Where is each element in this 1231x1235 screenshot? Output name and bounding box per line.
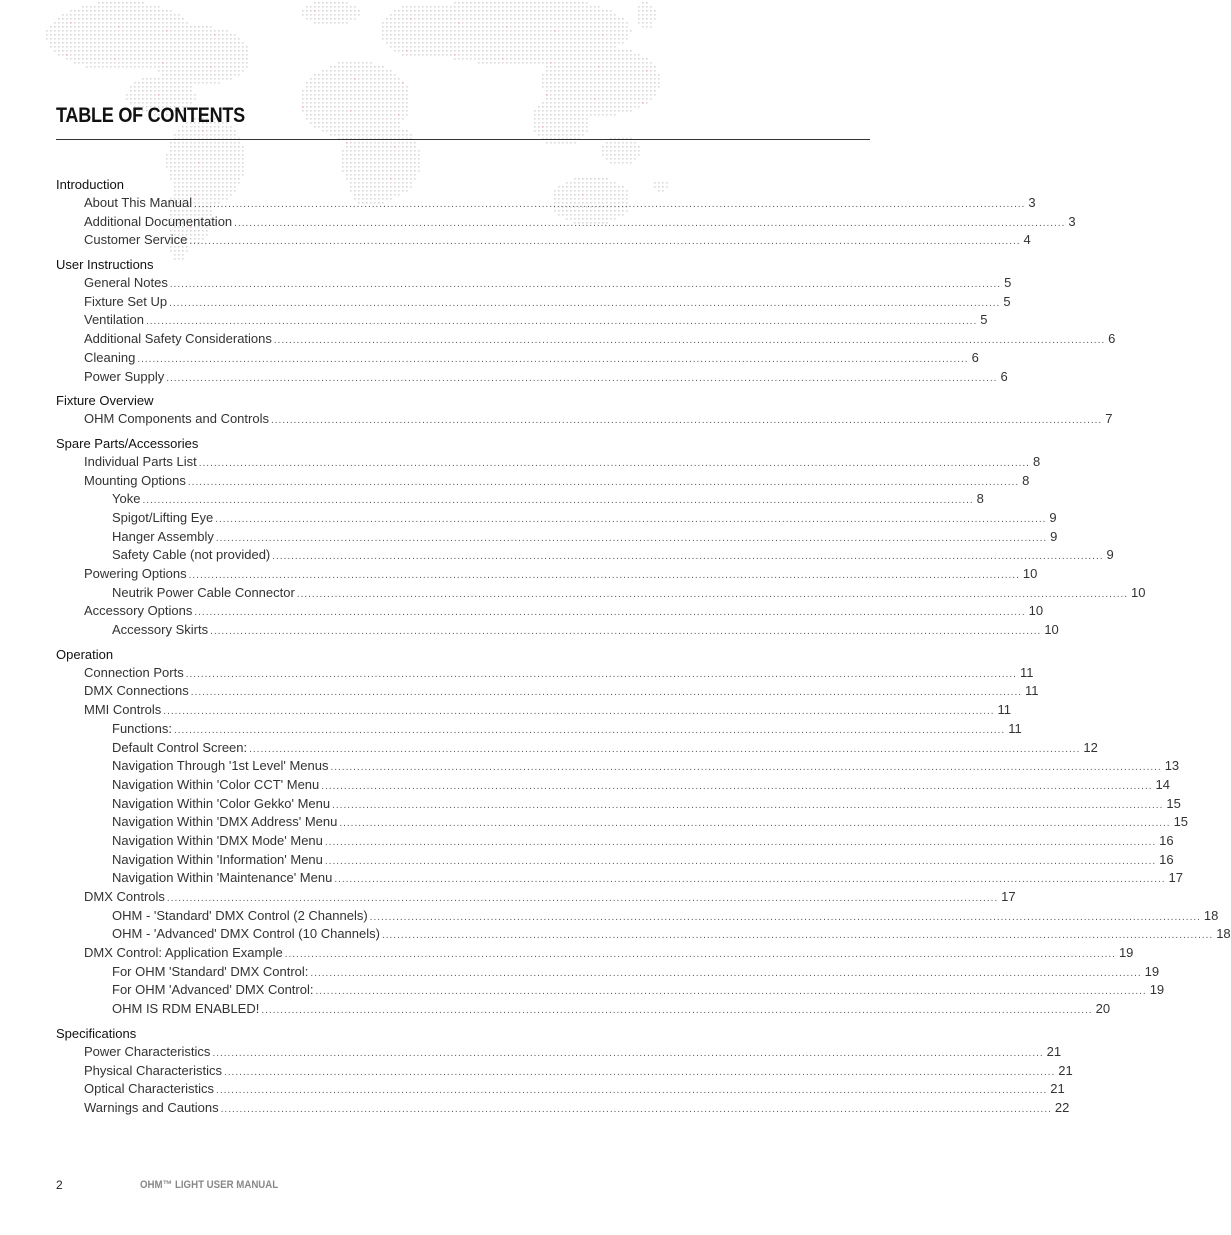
toc-entry-page: 18 [1203,907,1219,923]
toc-entry-title: DMX Control: Application Example [84,945,283,961]
toc-entry-page: 6 [971,349,979,365]
toc-entry-title: About This Manual [84,195,193,210]
toc-entry-page: 9 [1106,547,1114,563]
dot-leader: ............................................................................................................................................................................................................................ [185,668,1017,680]
dot-leader: ............................................................................................................................................................................................................................ [261,1005,1093,1017]
toc-entry-page: 19 [1144,963,1160,979]
toc-entry-title: OHM - 'Advanced' DMX Control (10 Channels) [112,926,380,942]
toc-entry[interactable] [56,621,1059,640]
toc-entry-page: 16 [1159,851,1174,867]
toc-entry-title: For OHM 'Standard' DMX Control: [112,963,309,979]
toc-entry[interactable] [56,682,1039,701]
toc-entry[interactable] [56,330,1116,349]
toc-entry-page: 14 [1155,776,1170,792]
toc-entry[interactable] [56,509,1057,528]
toc-section-heading[interactable]: Introduction [56,177,124,192]
toc-entry-title: Spigot/Lifting Eye [112,509,214,525]
toc-entry-title: Fixture Set Up [84,293,168,309]
toc-section-heading[interactable]: Operation [56,646,114,662]
toc-entry-title: For OHM 'Advanced' DMX Control: [112,982,314,998]
dot-leader: ............................................................................................................................................................................................................................ [332,799,1164,811]
dot-leader: ............................................................................................................................................................................................................................ [315,986,1147,998]
dot-leader: ............................................................................................................................................................................................................................ [220,1103,1052,1115]
toc-entry[interactable] [56,274,1012,293]
toc-entry-page: 8 [1032,453,1041,469]
dot-leader: ............................................................................................................................................................................................................................ [249,743,1081,755]
toc-entry-title: Accessory Options [84,603,193,619]
toc-entry[interactable] [56,1080,1065,1099]
toc-entry-page: 7 [1105,411,1113,427]
dot-leader: ............................................................................................................................................................................................................................ [272,551,1104,563]
toc-entry[interactable] [56,213,1076,232]
toc-entry-page: 8 [1022,472,1030,488]
toc-entry-title: OHM - 'Standard' DMX Control (2 Channels) [112,907,368,923]
toc-entry-title: Navigation Through '1st Level' Menus [112,758,329,774]
toc-entry[interactable] [56,907,1219,926]
toc-entry[interactable] [56,1062,1073,1081]
toc-entry-title: Navigation Within 'DMX Address' Menu [112,814,338,830]
toc-entry-page: 4 [1023,232,1031,248]
toc-entry-title: DMX Connections [84,683,189,699]
toc-section-heading[interactable]: Specifications [56,1025,137,1041]
dot-leader: ............................................................................................................................................................................................................................ [212,1047,1044,1059]
toc-entry-title: Hanger Assembly [112,528,214,544]
toc-entry-page: 11 [997,702,1012,718]
toc-entry[interactable] [56,194,1036,213]
toc-entry-title: Additional Documentation [84,213,233,229]
dot-leader: ............................................................................................................................................................................................................................ [216,1085,1048,1097]
toc-entry[interactable] [56,528,1058,547]
toc-entry-page: 21 [1046,1043,1062,1059]
toc-entry[interactable] [56,1000,1111,1019]
dot-leader: ............................................................................................................................................................................................................................ [215,513,1047,525]
toc-entry[interactable] [56,602,1044,621]
toc-section [56,435,1146,640]
dot-leader: ............................................................................................................................................................................................................................ [334,874,1166,886]
toc-entry-page: 19 [1149,982,1165,998]
toc-entry[interactable] [56,368,1008,387]
toc-entry[interactable] [56,981,1165,1000]
toc-entry-title: General Notes [84,275,168,291]
dot-leader: ............................................................................................................................................................................................................................ [142,495,974,507]
dot-leader: ............................................................................................................................................................................................................................ [169,279,1002,291]
toc-section-heading[interactable]: Fixture Overview [56,393,154,409]
toc-entry[interactable] [56,472,1030,491]
dot-leader: ............................................................................................................................................................................................................................ [296,588,1129,600]
toc-entry-title: OHM IS RDM ENABLED! [112,1001,260,1017]
title-divider [56,139,870,140]
toc-entry-page: 9 [1050,528,1058,544]
dot-leader: ............................................................................................................................................................................................................................ [163,706,995,718]
dot-leader: ............................................................................................................................................................................................................................ [381,930,1214,942]
toc-entry-title: Safety Cable (not provided) [112,547,271,563]
toc-entry[interactable] [56,490,984,509]
toc-entry-page: 11 [1019,664,1034,680]
toc-entry-title: Accessory Skirts [112,622,209,638]
dot-leader: ............................................................................................................................................................................................................................ [234,217,1066,229]
toc-section [56,256,1116,386]
toc-entry-page: 15 [1173,814,1189,830]
toc-entry[interactable] [56,1099,1070,1118]
toc-entry-page: 21 [1050,1081,1065,1097]
toc-entry-page: 10 [1028,603,1044,619]
toc-entry-title: Yoke [112,491,141,507]
toc-entry-title: Connection Ports [84,664,184,680]
toc-entry-title: Power Characteristics [84,1043,211,1059]
toc-entry[interactable] [56,795,1181,814]
toc-section [56,1025,1073,1118]
dot-leader: ............................................................................................................................................................................................................................ [173,724,1006,736]
toc-entry[interactable] [56,1043,1062,1062]
dot-leader: ............................................................................................................................................................................................................................ [321,780,1153,792]
toc-entry-page: 17 [1001,889,1016,904]
footer-page-number: 2 [56,1178,63,1192]
toc-entry-page: 6 [1000,368,1008,384]
toc-entry[interactable] [56,925,1231,944]
toc-entry-title: Navigation Within 'Color CCT' Menu [112,776,320,792]
toc-entry-title: Mounting Options [84,472,186,488]
toc-entry[interactable] [56,293,1011,312]
toc-entry[interactable] [56,701,1012,720]
dot-leader: ............................................................................................................................................................................................................................ [284,949,1116,961]
dot-leader: ............................................................................................................................................................................................................................ [270,415,1103,427]
dot-leader: ............................................................................................................................................................................................................................ [324,855,1157,867]
toc-entry-page: 22 [1054,1099,1070,1115]
dot-leader: ............................................................................................................................................................................................................................ [190,687,1023,699]
toc-entry-title: Functions: [112,720,172,736]
dot-leader: ............................................................................................................................................................................................................................ [330,762,1162,774]
toc-entry-title: MMI Controls [84,702,162,718]
toc-entry-page: 20 [1095,1001,1111,1017]
toc-entry-page: 17 [1168,870,1184,886]
dot-leader: ............................................................................................................................................................................................................................ [198,457,1030,469]
toc-entry[interactable] [56,944,1134,963]
footer-manual-title: OHM™ LIGHT USER MANUAL [140,1179,279,1191]
dot-leader: ............................................................................................................................................................................................................................ [310,967,1142,979]
toc-entry[interactable] [56,410,1113,429]
toc-entry[interactable] [56,888,1016,907]
toc-entry-page: 10 [1022,566,1038,581]
dot-leader: ............................................................................................................................................................................................................................ [369,911,1201,923]
dot-leader: ............................................................................................................................................................................................................................ [194,199,1026,210]
toc-entry-page: 6 [1108,331,1116,347]
toc-entry[interactable] [56,869,1184,888]
dot-leader: ............................................................................................................................................................................................................................ [339,818,1171,830]
toc-entry-title: Ventilation [84,312,144,328]
toc-entry-title: Power Supply [84,368,165,384]
toc-entry-page: 13 [1164,758,1180,774]
toc-entry[interactable] [56,757,1180,776]
toc-entry-title: Powering Options [84,566,187,581]
toc-section-heading[interactable]: User Instructions [56,257,154,273]
toc-entry-page: 9 [1049,509,1057,525]
dot-leader: ............................................................................................................................................................................................................................ [166,372,998,384]
toc-entry[interactable] [56,311,988,330]
toc-entry[interactable] [56,776,1170,795]
toc-entry[interactable] [56,832,1174,851]
toc-entry-page: 18 [1216,926,1231,942]
toc-entry-page: 21 [1058,1062,1073,1078]
toc-entry[interactable] [56,231,1031,250]
page-title: TABLE OF CONTENTS [56,104,245,127]
toc-entry-title: Neutrik Power Cable Connector [112,584,295,600]
dot-leader: ............................................................................................................................................................................................................................ [166,893,999,904]
toc-entry-page: 5 [1004,275,1012,291]
toc-entry-title: Cleaning [84,349,136,365]
toc-entry[interactable] [56,349,979,368]
toc-entry[interactable] [56,664,1034,683]
dot-leader: ............................................................................................................................................................................................................................ [273,335,1106,347]
dot-leader: ............................................................................................................................................................................................................................ [194,607,1026,619]
toc-entry-page: 5 [1003,293,1011,309]
toc-entry-page: 11 [1025,683,1039,699]
toc-entry[interactable] [56,453,1041,472]
dot-leader: ............................................................................................................................................................................................................................ [137,353,969,365]
dot-leader: ............................................................................................................................................................................................................................ [187,476,1020,488]
toc-entry[interactable] [56,851,1174,870]
toc-entry-title: Default Control Screen: [112,739,248,755]
dot-leader: ............................................................................................................................................................................................................................ [215,532,1048,544]
toc-entry-title: Physical Characteristics [84,1062,222,1078]
toc-entry-title: Individual Parts List [84,453,197,469]
toc-entry-title: Customer Service [84,232,188,248]
toc-entry-page: 16 [1159,832,1174,848]
toc-entry[interactable] [56,963,1160,982]
toc-section [56,646,1231,1019]
toc-entry-title: Navigation Within 'Information' Menu [112,851,323,867]
toc-entry-title: Additional Safety Considerations [84,331,272,347]
toc-entry-page: 3 [1028,195,1036,210]
toc-entry-page: 10 [1044,622,1059,638]
dot-leader: ............................................................................................................................................................................................................................ [210,626,1042,638]
toc-entry-title: Warnings and Cautions [84,1099,219,1115]
toc-entry[interactable] [56,584,1146,603]
toc-entry-page: 19 [1118,945,1134,961]
dot-leader: ............................................................................................................................................................................................................................ [169,297,1001,309]
toc-entry-page: 11 [1008,720,1022,736]
toc-entry-page: 8 [976,491,984,507]
toc-section [56,176,1076,250]
table-of-contents [56,176,1231,1124]
toc-section [56,392,1113,429]
dot-leader: ............................................................................................................................................................................................................................ [146,316,978,328]
toc-entry[interactable] [56,720,1022,739]
toc-entry-title: Navigation Within 'DMX Mode' Menu [112,832,323,848]
toc-entry-page: 10 [1131,584,1146,600]
toc-entry[interactable] [56,546,1114,565]
toc-entry-page: 12 [1083,739,1098,755]
toc-section-heading[interactable]: Spare Parts/Accessories [56,435,199,451]
toc-entry-title: Navigation Within 'Color Gekko' Menu [112,795,331,811]
toc-entry[interactable] [56,565,1038,584]
toc-entry-page: 15 [1166,795,1181,811]
toc-entry-title: DMX Controls [84,889,165,904]
toc-entry-title: Optical Characteristics [84,1081,215,1097]
dot-leader: ............................................................................................................................................................................................................................ [188,570,1020,581]
dot-leader: ............................................................................................................................................................................................................................ [189,236,1021,248]
toc-entry-page: 3 [1068,213,1076,229]
toc-entry[interactable] [56,813,1189,832]
toc-entry-title: OHM Components and Controls [84,411,269,427]
toc-entry[interactable] [56,739,1098,758]
dot-leader: ............................................................................................................................................................................................................................ [324,836,1157,848]
dot-leader: ............................................................................................................................................................................................................................ [224,1066,1056,1078]
toc-entry-page: 5 [980,312,988,328]
toc-entry-title: Navigation Within 'Maintenance' Menu [112,870,333,886]
